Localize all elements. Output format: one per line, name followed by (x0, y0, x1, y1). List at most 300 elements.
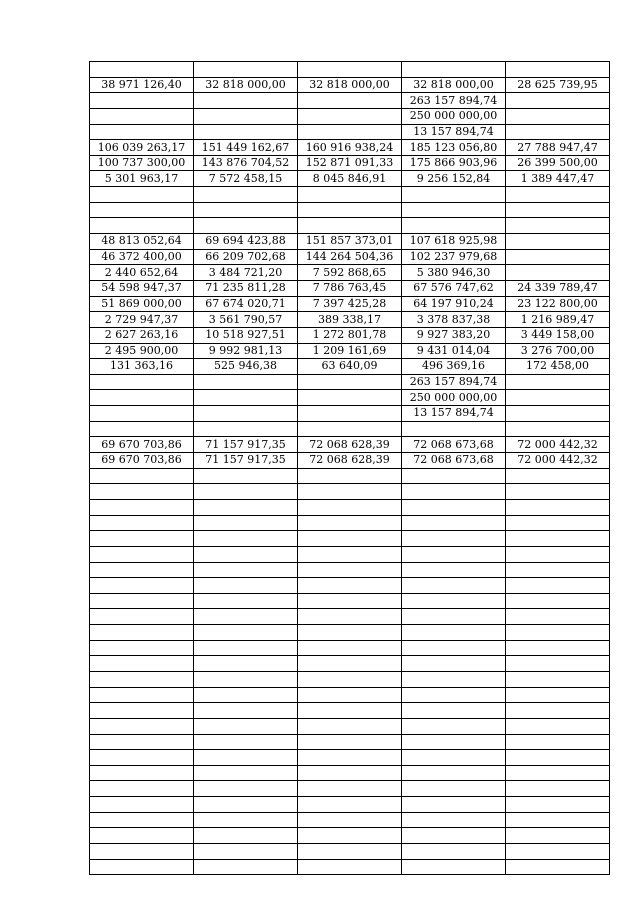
table-row (90, 797, 610, 813)
table-cell: 3 449 158,00 (506, 327, 610, 343)
table-cell (506, 844, 610, 860)
table-cell (506, 797, 610, 813)
table-cell: 3 484 721,20 (194, 265, 298, 281)
table-cell (194, 859, 298, 875)
table-row (90, 171, 610, 187)
table-row (90, 421, 610, 437)
table-cell (298, 703, 402, 719)
table-cell: 72 000 442,32 (506, 453, 610, 469)
table-cell: 38 971 126,40 (90, 77, 194, 93)
table-cell (90, 734, 194, 750)
table-cell: 72 068 628,39 (298, 453, 402, 469)
table-cell (194, 781, 298, 797)
table-cell: 143 876 704,52 (194, 155, 298, 171)
table-cell (402, 187, 506, 203)
table-cell (194, 609, 298, 625)
table-cell (298, 421, 402, 437)
table-cell (506, 765, 610, 781)
table-row (90, 718, 610, 734)
table-cell (298, 828, 402, 844)
table-row (90, 359, 610, 375)
table-cell: 152 871 091,33 (298, 155, 402, 171)
table-cell (298, 797, 402, 813)
table-cell (194, 421, 298, 437)
table-cell: 9 431 014,04 (402, 343, 506, 359)
table-cell: 250 000 000,00 (402, 390, 506, 406)
table-cell (402, 421, 506, 437)
table-cell: 3 378 837,38 (402, 312, 506, 328)
table-cell (90, 625, 194, 641)
table-cell (298, 578, 402, 594)
table-cell (298, 187, 402, 203)
table-cell: 144 264 504,36 (298, 249, 402, 265)
table-cell (402, 797, 506, 813)
table-cell (298, 62, 402, 78)
table-cell (194, 468, 298, 484)
table-row (90, 578, 610, 594)
table-cell (90, 546, 194, 562)
table-cell (402, 671, 506, 687)
table-cell (90, 187, 194, 203)
table-cell: 69 670 703,86 (90, 437, 194, 453)
table-cell: 64 197 910,24 (402, 296, 506, 312)
table-cell (298, 531, 402, 547)
table-row (90, 327, 610, 343)
table-cell (90, 124, 194, 140)
table-cell (402, 625, 506, 641)
table-row (90, 249, 610, 265)
table-row (90, 765, 610, 781)
table-row (90, 562, 610, 578)
table-row (90, 750, 610, 766)
table-cell (298, 218, 402, 234)
table-row (90, 859, 610, 875)
table-cell (298, 765, 402, 781)
table-cell (506, 390, 610, 406)
table-cell: 100 737 300,00 (90, 155, 194, 171)
table-cell (194, 703, 298, 719)
table-cell: 7 572 458,15 (194, 171, 298, 187)
table-cell (298, 781, 402, 797)
table-cell (90, 828, 194, 844)
table-cell: 32 818 000,00 (298, 77, 402, 93)
table-cell: 5 301 963,17 (90, 171, 194, 187)
table-cell: 106 039 263,17 (90, 140, 194, 156)
table-row (90, 234, 610, 250)
table-cell (506, 703, 610, 719)
table-cell (298, 499, 402, 515)
table-cell (194, 687, 298, 703)
table-cell (194, 108, 298, 124)
table-cell: 7 592 868,65 (298, 265, 402, 281)
table-cell: 32 818 000,00 (402, 77, 506, 93)
table-cell (194, 374, 298, 390)
table-cell: 3 561 790,57 (194, 312, 298, 328)
table-cell (402, 62, 506, 78)
table-cell (194, 578, 298, 594)
table-cell: 72 068 673,68 (402, 437, 506, 453)
table-cell: 66 209 702,68 (194, 249, 298, 265)
table-cell (90, 562, 194, 578)
table-cell (90, 421, 194, 437)
table-cell: 72 000 442,32 (506, 437, 610, 453)
table-cell (506, 625, 610, 641)
table-cell: 263 157 894,74 (402, 93, 506, 109)
table-row (90, 343, 610, 359)
table-cell (194, 484, 298, 500)
table-cell (298, 202, 402, 218)
table-cell (506, 531, 610, 547)
table-cell (506, 609, 610, 625)
table-cell: 2 440 652,64 (90, 265, 194, 281)
table-cell: 28 625 739,95 (506, 77, 610, 93)
financial-table (89, 61, 610, 875)
table-cell (506, 781, 610, 797)
table-cell (506, 859, 610, 875)
table-cell: 263 157 894,74 (402, 374, 506, 390)
table-cell: 2 627 263,16 (90, 327, 194, 343)
table-cell (298, 108, 402, 124)
table-cell: 26 399 500,00 (506, 155, 610, 171)
table-cell (298, 484, 402, 500)
table-cell (194, 765, 298, 781)
table-cell (402, 859, 506, 875)
table-cell (298, 812, 402, 828)
table-cell (90, 374, 194, 390)
table-cell: 389 338,17 (298, 312, 402, 328)
table-cell (298, 625, 402, 641)
table-cell (402, 531, 506, 547)
table-cell: 13 157 894,74 (402, 124, 506, 140)
table-cell (194, 546, 298, 562)
table-cell (298, 515, 402, 531)
table-cell: 525 946,38 (194, 359, 298, 375)
table-cell (298, 593, 402, 609)
table-row (90, 812, 610, 828)
table-cell: 67 576 747,62 (402, 280, 506, 296)
table-cell: 1 216 989,47 (506, 312, 610, 328)
table-cell: 48 813 052,64 (90, 234, 194, 250)
table-row (90, 609, 610, 625)
table-cell (90, 640, 194, 656)
table-cell: 9 256 152,84 (402, 171, 506, 187)
table-row (90, 781, 610, 797)
table-cell (90, 750, 194, 766)
table-row (90, 265, 610, 281)
table-row (90, 515, 610, 531)
table-cell (194, 656, 298, 672)
table-cell: 1 389 447,47 (506, 171, 610, 187)
table-row (90, 108, 610, 124)
table-cell: 2 495 900,00 (90, 343, 194, 359)
table-cell (90, 593, 194, 609)
table-cell (298, 562, 402, 578)
table-cell: 185 123 056,80 (402, 140, 506, 156)
table-cell (506, 421, 610, 437)
table-cell (506, 640, 610, 656)
table-cell (402, 734, 506, 750)
table-cell: 151 449 162,67 (194, 140, 298, 156)
table-cell (90, 531, 194, 547)
table-cell (402, 687, 506, 703)
table-cell: 9 992 981,13 (194, 343, 298, 359)
table-cell (194, 202, 298, 218)
table-cell (90, 781, 194, 797)
table-row (90, 484, 610, 500)
table-cell (506, 593, 610, 609)
table-row (90, 640, 610, 656)
table-row (90, 671, 610, 687)
table-cell (402, 578, 506, 594)
table-cell: 2 729 947,37 (90, 312, 194, 328)
table-row (90, 124, 610, 140)
table-cell (90, 718, 194, 734)
table-row (90, 202, 610, 218)
table-cell (506, 374, 610, 390)
table-row (90, 155, 610, 171)
table-cell (90, 499, 194, 515)
table-cell: 3 276 700,00 (506, 343, 610, 359)
table-cell: 24 339 789,47 (506, 280, 610, 296)
table-cell: 71 157 917,35 (194, 453, 298, 469)
table-cell (298, 406, 402, 422)
table-cell (298, 640, 402, 656)
table-row (90, 390, 610, 406)
table-cell: 54 598 947,37 (90, 280, 194, 296)
table-cell (506, 499, 610, 515)
table-cell (506, 62, 610, 78)
table-cell (506, 546, 610, 562)
table-cell (506, 218, 610, 234)
table-cell (506, 750, 610, 766)
table-cell (506, 202, 610, 218)
table-row (90, 546, 610, 562)
table-cell: 69 670 703,86 (90, 453, 194, 469)
table-cell (402, 562, 506, 578)
table-cell (90, 93, 194, 109)
table-row (90, 687, 610, 703)
table-row (90, 656, 610, 672)
table-row (90, 703, 610, 719)
table-cell (506, 93, 610, 109)
table-cell: 160 916 938,24 (298, 140, 402, 156)
table-cell (90, 406, 194, 422)
table-cell (298, 859, 402, 875)
table-cell (298, 609, 402, 625)
table-cell (298, 656, 402, 672)
table-cell (402, 218, 506, 234)
table-cell: 151 857 373,01 (298, 234, 402, 250)
table-cell: 32 818 000,00 (194, 77, 298, 93)
table-cell (194, 812, 298, 828)
table-cell: 131 363,16 (90, 359, 194, 375)
table-cell (506, 562, 610, 578)
table-row (90, 140, 610, 156)
table-cell (298, 93, 402, 109)
table-row (90, 437, 610, 453)
table-cell (90, 812, 194, 828)
table-cell: 107 618 925,98 (402, 234, 506, 250)
table-cell (506, 187, 610, 203)
table-row (90, 187, 610, 203)
table-cell (90, 844, 194, 860)
table-cell: 8 045 846,91 (298, 171, 402, 187)
table-row (90, 734, 610, 750)
table-row (90, 593, 610, 609)
table-cell: 172 458,00 (506, 359, 610, 375)
table-cell (402, 609, 506, 625)
table-cell (194, 515, 298, 531)
table-cell: 1 272 801,78 (298, 327, 402, 343)
table-cell (194, 844, 298, 860)
table-cell: 1 209 161,69 (298, 343, 402, 359)
table-cell (402, 515, 506, 531)
table-cell (402, 546, 506, 562)
table-cell (90, 609, 194, 625)
table-cell (194, 93, 298, 109)
table-row (90, 296, 610, 312)
table-cell (298, 687, 402, 703)
table-cell (402, 484, 506, 500)
table-cell: 496 369,16 (402, 359, 506, 375)
table-cell (506, 108, 610, 124)
table-cell: 63 640,09 (298, 359, 402, 375)
table-cell (506, 828, 610, 844)
table-cell (506, 234, 610, 250)
table-cell (506, 812, 610, 828)
table-cell (402, 765, 506, 781)
table-cell (90, 797, 194, 813)
table-cell (402, 703, 506, 719)
table-cell (506, 656, 610, 672)
table-cell (194, 750, 298, 766)
table-cell (90, 484, 194, 500)
table-cell (506, 265, 610, 281)
table-cell (402, 640, 506, 656)
table-row (90, 499, 610, 515)
table-cell: 71 157 917,35 (194, 437, 298, 453)
table-cell (298, 374, 402, 390)
table-cell (402, 812, 506, 828)
table-row (90, 844, 610, 860)
table-cell (90, 687, 194, 703)
table-cell (402, 593, 506, 609)
table-cell (90, 108, 194, 124)
table-cell (90, 515, 194, 531)
table-cell (298, 671, 402, 687)
table-cell (402, 656, 506, 672)
table-row (90, 93, 610, 109)
table-cell (506, 406, 610, 422)
table-cell (506, 124, 610, 140)
table-cell (402, 499, 506, 515)
table-cell (402, 781, 506, 797)
table-row (90, 77, 610, 93)
table-cell (194, 671, 298, 687)
table-cell (90, 390, 194, 406)
table-cell (506, 671, 610, 687)
table-cell: 67 674 020,71 (194, 296, 298, 312)
table-cell (298, 718, 402, 734)
table-cell (194, 499, 298, 515)
table-cell: 51 869 000,00 (90, 296, 194, 312)
table-cell (90, 62, 194, 78)
table-body (90, 62, 610, 875)
table-cell (90, 703, 194, 719)
table-cell (402, 718, 506, 734)
table-cell: 13 157 894,74 (402, 406, 506, 422)
table-cell (194, 531, 298, 547)
table-cell (402, 468, 506, 484)
table-row (90, 468, 610, 484)
table-row (90, 218, 610, 234)
table-cell: 69 694 423,88 (194, 234, 298, 250)
table-cell (194, 390, 298, 406)
table-row (90, 625, 610, 641)
table-cell (298, 844, 402, 860)
table-cell: 250 000 000,00 (402, 108, 506, 124)
table-cell (298, 546, 402, 562)
table-cell: 27 788 947,47 (506, 140, 610, 156)
table-row (90, 280, 610, 296)
table-cell (194, 218, 298, 234)
table-cell: 72 068 628,39 (298, 437, 402, 453)
table-cell (298, 468, 402, 484)
table-cell: 23 122 800,00 (506, 296, 610, 312)
table-cell (402, 202, 506, 218)
table-cell (506, 734, 610, 750)
table-cell (506, 249, 610, 265)
table-cell: 46 372 400,00 (90, 249, 194, 265)
table-cell (506, 687, 610, 703)
table-cell (90, 671, 194, 687)
table-cell (194, 406, 298, 422)
table-cell (90, 765, 194, 781)
table-cell: 9 927 383,20 (402, 327, 506, 343)
table-cell (194, 124, 298, 140)
table-cell (506, 484, 610, 500)
table-row (90, 406, 610, 422)
table-cell (506, 468, 610, 484)
table-cell (194, 187, 298, 203)
table-cell: 10 518 927,51 (194, 327, 298, 343)
table-cell: 71 235 811,28 (194, 280, 298, 296)
table-cell (90, 859, 194, 875)
table-cell (298, 124, 402, 140)
table-row (90, 828, 610, 844)
table-cell: 7 786 763,45 (298, 280, 402, 296)
table-cell (298, 750, 402, 766)
table-cell (194, 640, 298, 656)
table-cell (194, 562, 298, 578)
table-row (90, 531, 610, 547)
table-cell (90, 656, 194, 672)
table-cell (194, 734, 298, 750)
table-cell (194, 593, 298, 609)
table-cell (194, 828, 298, 844)
table-row (90, 374, 610, 390)
table-cell (402, 750, 506, 766)
table-cell: 72 068 673,68 (402, 453, 506, 469)
table-cell: 175 866 903,96 (402, 155, 506, 171)
table-cell (298, 390, 402, 406)
table-cell (402, 828, 506, 844)
table-cell: 102 237 979,68 (402, 249, 506, 265)
table-cell (402, 844, 506, 860)
table-row (90, 312, 610, 328)
table-cell (506, 718, 610, 734)
table-row (90, 62, 610, 78)
